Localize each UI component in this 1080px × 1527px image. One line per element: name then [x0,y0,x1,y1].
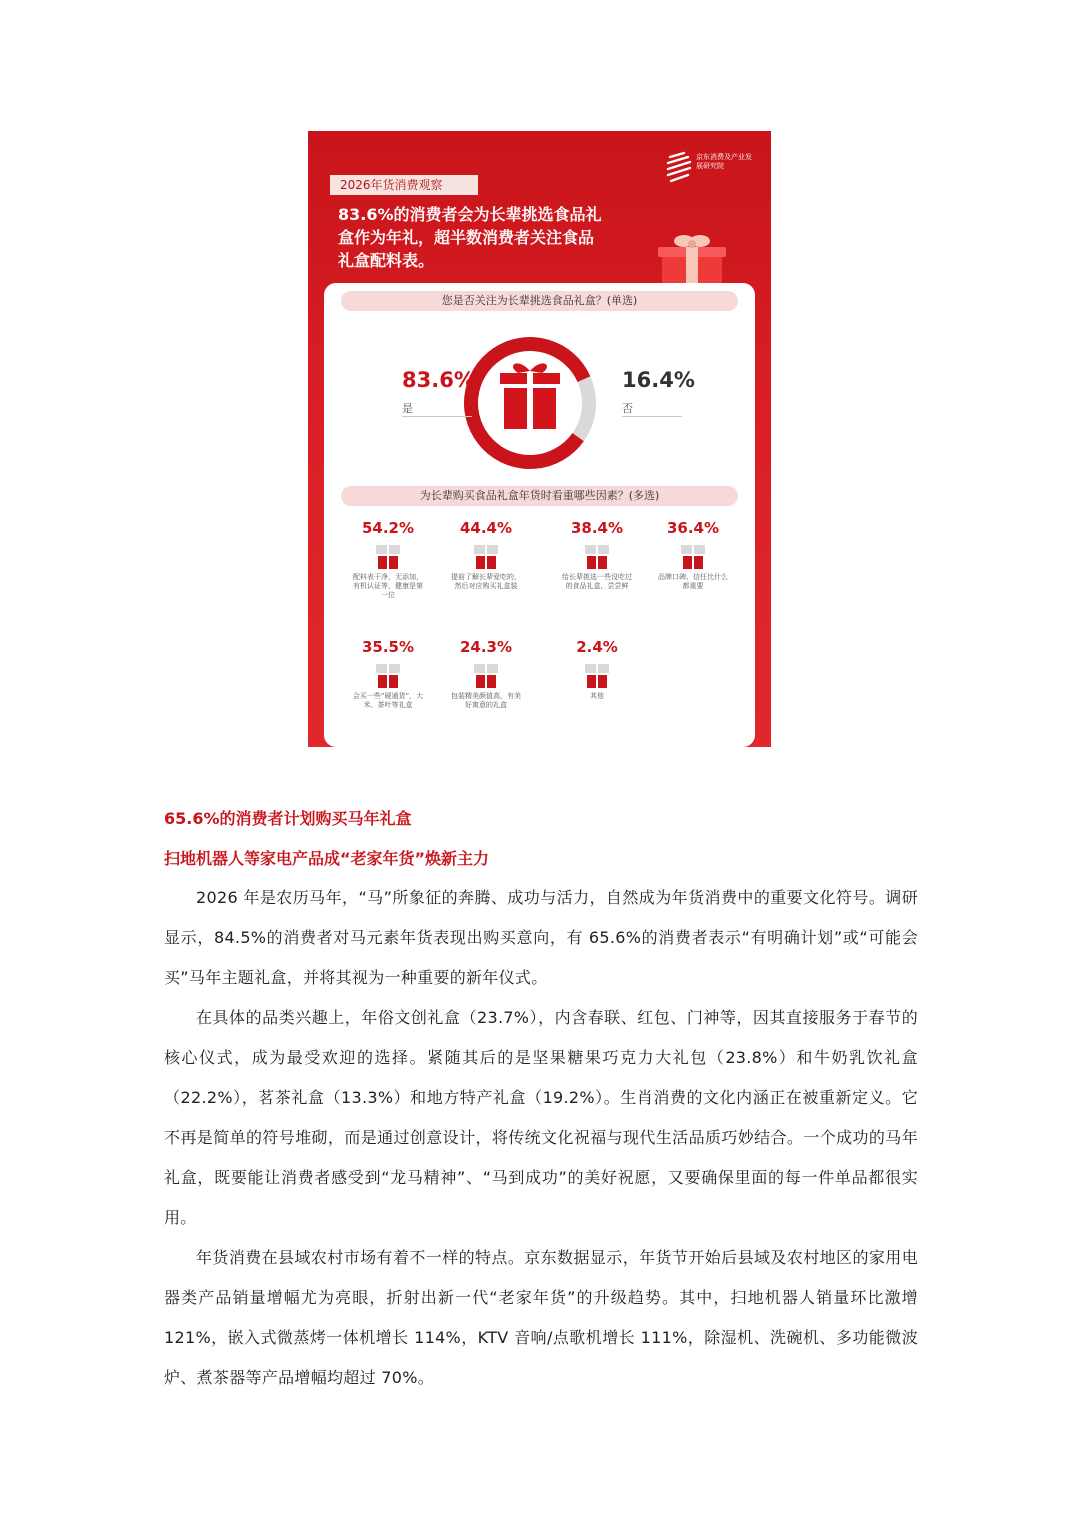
factor-item [342,638,434,710]
headline-line: 盒作为年礼，超半数消费者关注食品 [338,228,595,247]
factor-item [551,638,643,701]
jd-research-logo-icon [666,151,692,185]
no-underline [622,416,682,417]
factor-percentage: 38.4% [570,519,624,537]
no-label: 否 [622,402,633,415]
factor-percentage: 44.4% [459,519,513,537]
report-tag: 2026年货消费观察 [330,175,478,195]
factor-description: 给长辈挑选一些没吃过的食品礼盒，尝尝鲜 [562,573,632,590]
gift-icon [581,660,613,690]
factor-item [440,519,532,591]
factor-description: 其他 [590,692,604,700]
gift-box-illustration-icon [648,231,738,291]
donut-slice-否 [572,376,596,441]
factor-description: 品牌口碑、信任比什么都重要 [658,573,728,590]
factor-percentage: 36.4% [666,519,720,537]
donut-chart [462,335,598,471]
factor-description: 会买一些“硬通货”，大米、茶叶等礼盒 [352,692,424,709]
no-percentage: 16.4% [622,368,695,392]
yes-percentage: 83.6% [402,368,475,392]
factor-description: 配料表干净，无添加，有机认证等，健康是第一位 [353,573,423,599]
factor-item [551,519,643,591]
factor-percentage: 2.4% [576,638,618,656]
section-subhead: 扫地机器人等家电产品成“老家年货”焕新主力 [164,849,490,868]
yes-label: 是 [402,402,413,415]
yes-underline [402,416,472,417]
factor-percentage: 35.5% [361,638,415,656]
article-paragraph: 在具体的品类兴趣上，年俗文创礼盒（23.7%），内含春联、红包、门神等，因其直接服务于春节的核心仪式，成为最受欢迎的选择。紧随其后的是坚果糖果巧克力大礼包（23.8%）和牛奶乳饮礼盒（22.2%），茗茶礼盒（13.3%）和地方特产礼盒（19.2%）。生肖消费的文化内涵正在被重新定义。它不再是简单的符号堆砌，而是通过创意设计，将传统文化祝福与现代生活品质巧妙结合。一个成功的马年礼盒，既要能让消费者感受到“龙马精神”、“马到成功”的美好祝愿，又要确保里面的每一件单品都很实用。 [164,1008,918,1227]
gift-icon [372,541,404,571]
factor-description: 包装精美颜值高，有美好寓意的礼盒 [451,692,521,709]
factor-percentage: 54.2% [361,519,415,537]
article-paragraph: 年货消费在县域农村市场有着不一样的特点。京东数据显示，年货节开始后县域及农村地区的家用电器类产品销量增幅尤为亮眼，折射出新一代“老家年货”的升级趋势。其中，扫地机器人销量环比激增 121%，嵌入式微蒸烤一体机增长 114%，KTV 音响/点歌机增长 111%，除湿机、洗碗机、多功能微波炉、煮茶器等产品增幅均超过 70%。 [164,1248,918,1387]
logo-text: 京东消费及产业发展研究院 [696,153,752,170]
factor-item [647,519,739,591]
question-1: 您是否关注为长辈挑选食品礼盒？(单选) [341,291,738,311]
gift-icon [581,541,613,571]
infographic-headline [338,203,638,272]
question-2: 为长辈购买食品礼盒年货时看重哪些因素？(多选) [341,486,738,506]
headline-line: 83.6%的消费者会为长辈挑选食品礼 [338,205,602,224]
gift-icon [470,541,502,571]
factor-description: 提前了解长辈爱吃的，然后对应购买礼盒装 [451,573,521,590]
factor-percentage: 24.3% [459,638,513,656]
gift-icon [372,660,404,690]
article-paragraph: 2026 年是农历马年，“马”所象征的奔腾、成功与活力，自然成为年货消费中的重要文化符号。调研显示，84.5%的消费者对马元素年货表现出购买意向，有 65.6%的消费者表示“有明确计划”或“可能会买”马年主题礼盒，并将其视为一种重要的新年仪式。 [164,888,918,987]
headline-line: 礼盒配料表。 [338,251,435,270]
infographic-card [308,131,771,747]
survey-panel [324,283,755,747]
gift-icon [470,660,502,690]
factor-item [440,638,532,710]
gift-icon [677,541,709,571]
section-subhead: 65.6%的消费者计划购买马年礼盒 [164,809,412,828]
factor-item [342,519,434,600]
